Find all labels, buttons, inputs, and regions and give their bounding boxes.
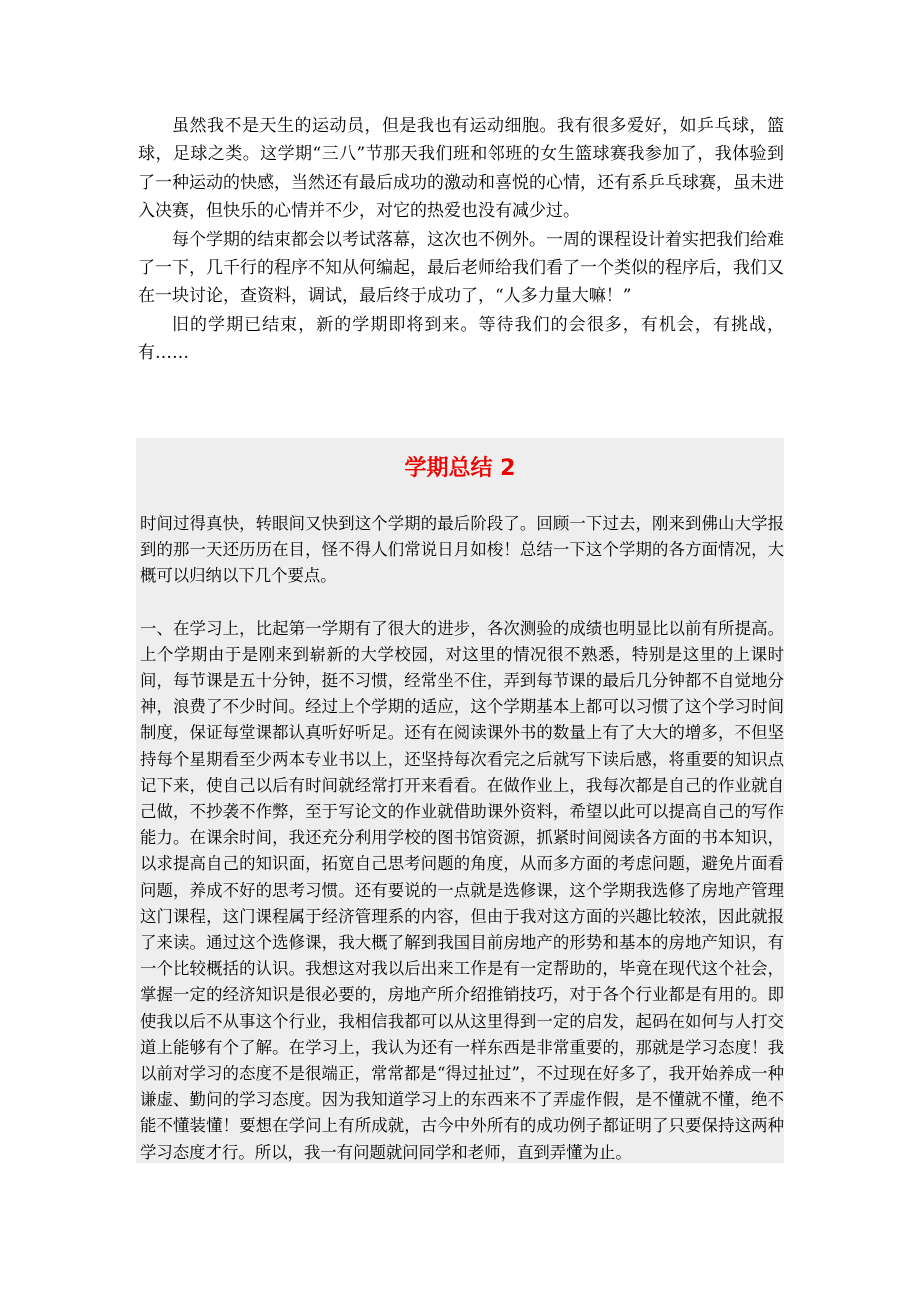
summary-2-panel [136, 438, 784, 1163]
paragraph-new-term: 旧的学期已结束，新的学期即将到来。等待我们的会很多，有机会，有挑战，有…… [138, 314, 784, 364]
paragraph-study: 一、在学习上，比起第一学期有了很大的进步，各次测验的成绩也明显比以前有所提高。上个学期由于是刚来到崭新的大学校园，对这里的情况很不熟悉，特别是这里的上课时间，每节课是五十分钟，挺不习惯，经常坐不住，弄到每节课的最后几分钟都不自觉地分神，浪费了不少时间。经过上个学期的适应，这个学期基本上都可以习惯了这个学习时间制度，保证每堂课都认真听好听足。还有在阅读课外书的数量上有了大大的增多，不但坚持每个星期看至少两本专业书以上，还坚持每次看完之后就写下读后感，将重要的知识点记下来，使自己以后有时间就经常打开来看看。在做作业上，我每次都是自己的作业就自己做，不抄袭不作弊，至于写论文的作业就借助课外资料，希望以此可以提高自己的写作能力。在课余时间，我还充分利用学校的图书馆资源，抓紧时间阅读各方面的书本知识，以求提高自己的知识面，拓宽自己思考问题的角度，从而多方面的考虑问题，避免片面看问题，养成不好的思考习惯。还有要说的一点就是选修课，这个学期我选修了房地产管理这门课程，这门课程属于经济管理系的内容，但由于我对这方面的兴趣比较浓，因此就报了来读。通过这个选修课，我大概了解到我国目前房地产的形势和基本的房地产知识，有一个比较概括的认识。我想这对我以后出来工作是有一定帮助的，毕竟在现代这个社会，掌握一定的经济知识是很必要的，房地产所介绍推销技巧，对于各个行业都是有用的。即使我以后不从事这个行业，我相信我都可以从这里得到一定的启发，起码在如何与人打交道上能够有个了解。在学习上，我认为还有一样东西是非常重要的，那就是学习态度！我以前对学习的态度不是很端正，常常都是“得过扯过”，不过现在好多了，我开始养成一种谦虚、勤问的学习态度。因为我知道学习上的东西来不了弄虚作假，是不懂就不懂，绝不能不懂装懂！要想在学问上有所成就，古今中外所有的成功例子都证明了只要保持这两种学习态度才行。所以，我一有问题就问同学和老师，直到弄懂为止。 [140, 618, 784, 1162]
intro-text-block [138, 112, 784, 368]
paragraph-exams: 每个学期的结束都会以考试落幕，这次也不例外。一周的课程设计着实把我们给难了一下，几千行的程序不知从何编起，最后老师给我们看了一个类似的程序后，我们又在一块讨论，查资料，调试，最后终于成功了，“人多力量大嘛！” [138, 229, 784, 307]
paragraph-intro: 时间过得真快，转眼间又快到这个学期的最后阶段了。回顾一下过去，刚来到佛山大学报到的那一天还历历在目，怪不得人们常说日月如梭！总结一下这个学期的各方面情况，大概可以归纳以下几个要点。 [140, 514, 784, 586]
summary-2-body [140, 511, 784, 1166]
section-title: 学期总结 2 [404, 456, 516, 481]
paragraph-sports: 虽然我不是天生的运动员，但是我也有运动细胞。我有很多爱好，如乒乓球，篮球，足球之类。这学期“三八”节那天我们班和邻班的女生篮球赛我参加了，我体验到了一种运动的快感，当然还有最后成功的激动和喜悦的心情，还有系乒乓球赛，虽未进入决赛，但快乐的心情并不少，对它的热爱也没有减少过。 [138, 116, 784, 222]
